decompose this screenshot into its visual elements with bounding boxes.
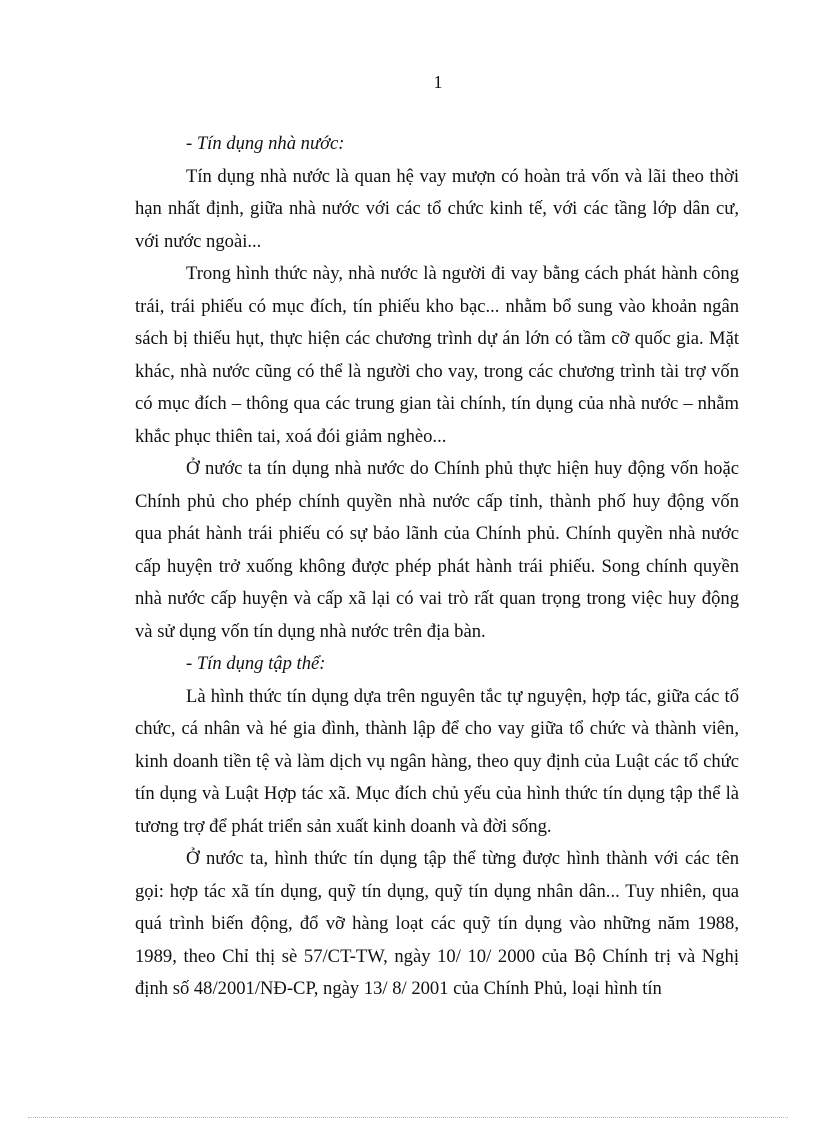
paragraph-collective-credit-vietnam: Ở nước ta, hình thức tín dụng tập thể từng được hình thành với các tên gọi: hợp tác xã tín dụng, quỹ tín dụng, quỹ tín dụng nhân dân... Tuy nhiên, qua quá trình biến động, đổ vỡ hàng loạt các quỹ tín dụng vào những năm 1988, 1989, theo Chỉ thị sè 57/CT-TW, ngày 10/ 10/ 2000 của Bộ Chính trị và Nghị định số 48/2001/NĐ-CP, ngày 13/ 8/ 2001 của Chính Phủ, loại hình tín — [135, 848, 739, 999]
page-bottom-divider — [28, 1117, 788, 1118]
paragraph-state-credit-definition: Tín dụng nhà nước là quan hệ vay mượn có hoàn trả vốn và lãi theo thời hạn nhất định, giữa nhà nước với các tổ chức kinh tế, với các tầng lớp dân cư, với nước ngoài... — [135, 165, 739, 252]
page-number: 1 — [433, 72, 443, 92]
section-heading-collective-credit: - Tín dụng tập thể: — [186, 653, 326, 674]
paragraph-state-credit-vietnam: Ở nước ta tín dụng nhà nước do Chính phủ thực hiện huy động vốn hoặc Chính phủ cho phép chính quyền nhà nước cấp tỉnh, thành phố huy động vốn qua phát hành trái phiếu có sự bảo lãnh của Chính phủ. Chính quyền nhà nước cấp huyện trở xuống không được phép phát hành trái phiếu. Song chính quyền nhà nước cấp huyện và cấp xã lại có vai trò rất quan trọng trong việc huy động và sử dụng vốn tín dụng nhà nước trên địa bàn. — [135, 458, 739, 642]
section-heading-state-credit: - Tín dụng nhà nước: — [186, 133, 345, 154]
document-body — [135, 128, 739, 1006]
paragraph-state-borrowing: Trong hình thức này, nhà nước là người đi vay bằng cách phát hành công trái, trái phiếu có mục đích, tín phiếu kho bạc... nhằm bổ sung vào khoản ngân sách bị thiếu hụt, thực hiện các chương trình dự án lớn có tầm cỡ quốc gia. Mặt khác, nhà nước cũng có thể là người cho vay, trong các chương trình tài trợ vốn có mục đích – thông qua các trung gian tài chính, tín dụng của nhà nước – nhằm khắc phục thiên tai, xoá đói giảm nghèo... — [135, 263, 739, 447]
paragraph-collective-credit-definition: Là hình thức tín dụng dựa trên nguyên tắc tự nguyện, hợp tác, giữa các tổ chức, cá nhân và hé gia đình, thành lập để cho vay giữa tổ chức và thành viên, kinh doanh tiền tệ và làm dịch vụ ngân hàng, theo quy định của Luật các tổ chức tín dụng và Luật Hợp tác xã. Mục đích chủ yếu của hình thức tín dụng tập thể là tương trợ để phát triển sản xuất kinh doanh và đời sống. — [135, 685, 739, 837]
